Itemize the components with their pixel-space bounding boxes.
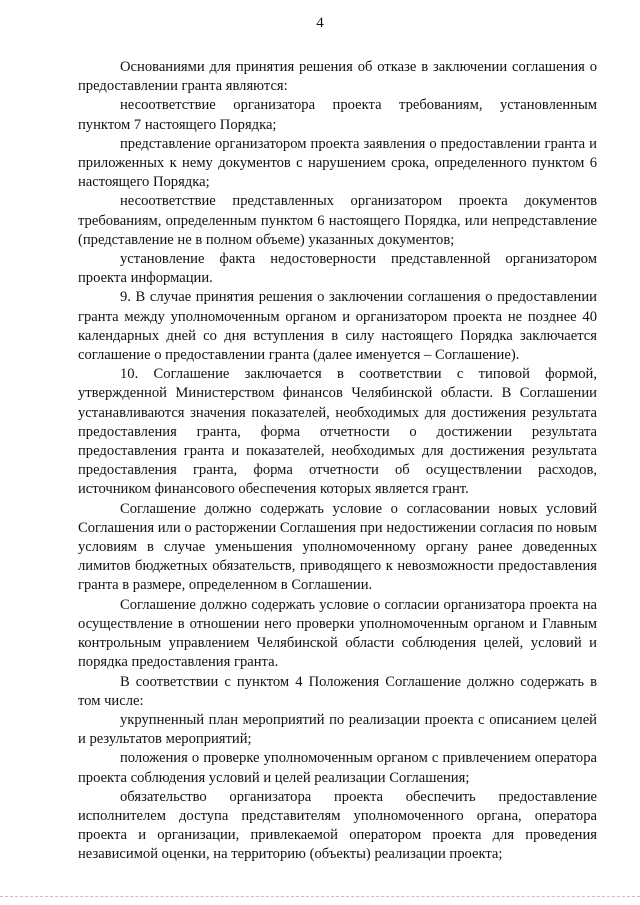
paragraph-verification-provisions: положения о проверке уполномоченным органом с привлечением оператора проекта соблюдения условий и целей реализации Соглашения;	[78, 750, 597, 786]
paragraph-late-submission: представление организатором проекта заявления о предоставлении гранта и приложенных к нему документов с нарушением срока, определенного пунктом 6 настоящего Порядка;	[78, 135, 597, 191]
paragraph-document-noncompliance: несоответствие представленных организатором проекта документов требованиям, определенным пунктом 6 настоящего Порядка, или непредставление (представление не в полном объеме) указанных документов;	[78, 193, 597, 248]
page-number: 4	[316, 15, 324, 31]
paragraph-new-conditions: Соглашение должно содержать условие о согласовании новых условий Соглашения или о расторжении Соглашения при недостижении согласия по новым условиям в случае уменьшения уполномоченному органу ранее доведенных лимитов бюджетных обязательств, приводящего к невозможности предоставления гранта в размере, определенном в Соглашении.	[78, 500, 597, 594]
paragraph-regulation-clause-4: В соответствии с пунктом 4 Положения Соглашение должно содержать в том числе:	[78, 673, 597, 709]
paragraph-access-obligation: обязательство организатора проекта обеспечить предоставление исполнителем доступа представителям уполномоченного органа, оператора проекта и организации, привлекаемой оператором проекта для проведения независимой оценки, на территорию (объекты) реализации проекта;	[78, 788, 597, 863]
paragraph-clause-9: 9. В случае принятия решения о заключении соглашения о предоставлении гранта между уполномоченным органом и организатором проекта не позднее 40 календарных дней со дня вступления в силу настоящего Порядка заключается соглашение о предоставлении гранта (далее именуется – Соглашение).	[78, 289, 597, 364]
paragraph-action-plan: укрупненный план мероприятий по реализации проекта с описанием целей и результатов мероприятий;	[78, 711, 597, 748]
paragraph-noncompliance-requirements: несоответствие организатора проекта требованиям, установленным пунктом 7 настоящего Порядка;	[78, 97, 597, 133]
paragraph-inspection-consent: Соглашение должно содержать условие о согласии организатора проекта на осуществление в отношении него проверки уполномоченным органом и Главным контрольным управлением Челябинской области соблюдения целей, условий и порядка предоставления гранта.	[78, 596, 597, 671]
paragraph-refusal-grounds: Основаниями для принятия решения об отказе в заключении соглашения о предоставлении гранта являются:	[78, 59, 597, 95]
paragraph-false-information: установление факта недостоверности представленной организатором проекта информации.	[78, 251, 597, 287]
paragraph-clause-10: 10. Соглашение заключается в соответствии с типовой формой, утвержденной Министерством финансов Челябинской области. В Соглашении устанавливаются значения показателей, необходимых для достижения результата предоставления гранта, форма отчетности о достижении результата предоставления гранта и показателей, необходимых для достижения результата предоставления гранта, форма отчетности об осуществлении расходов, источником финансового обеспечения которых является грант.	[78, 366, 597, 498]
scan-bottom-edge	[0, 896, 640, 897]
document-body	[78, 58, 597, 865]
